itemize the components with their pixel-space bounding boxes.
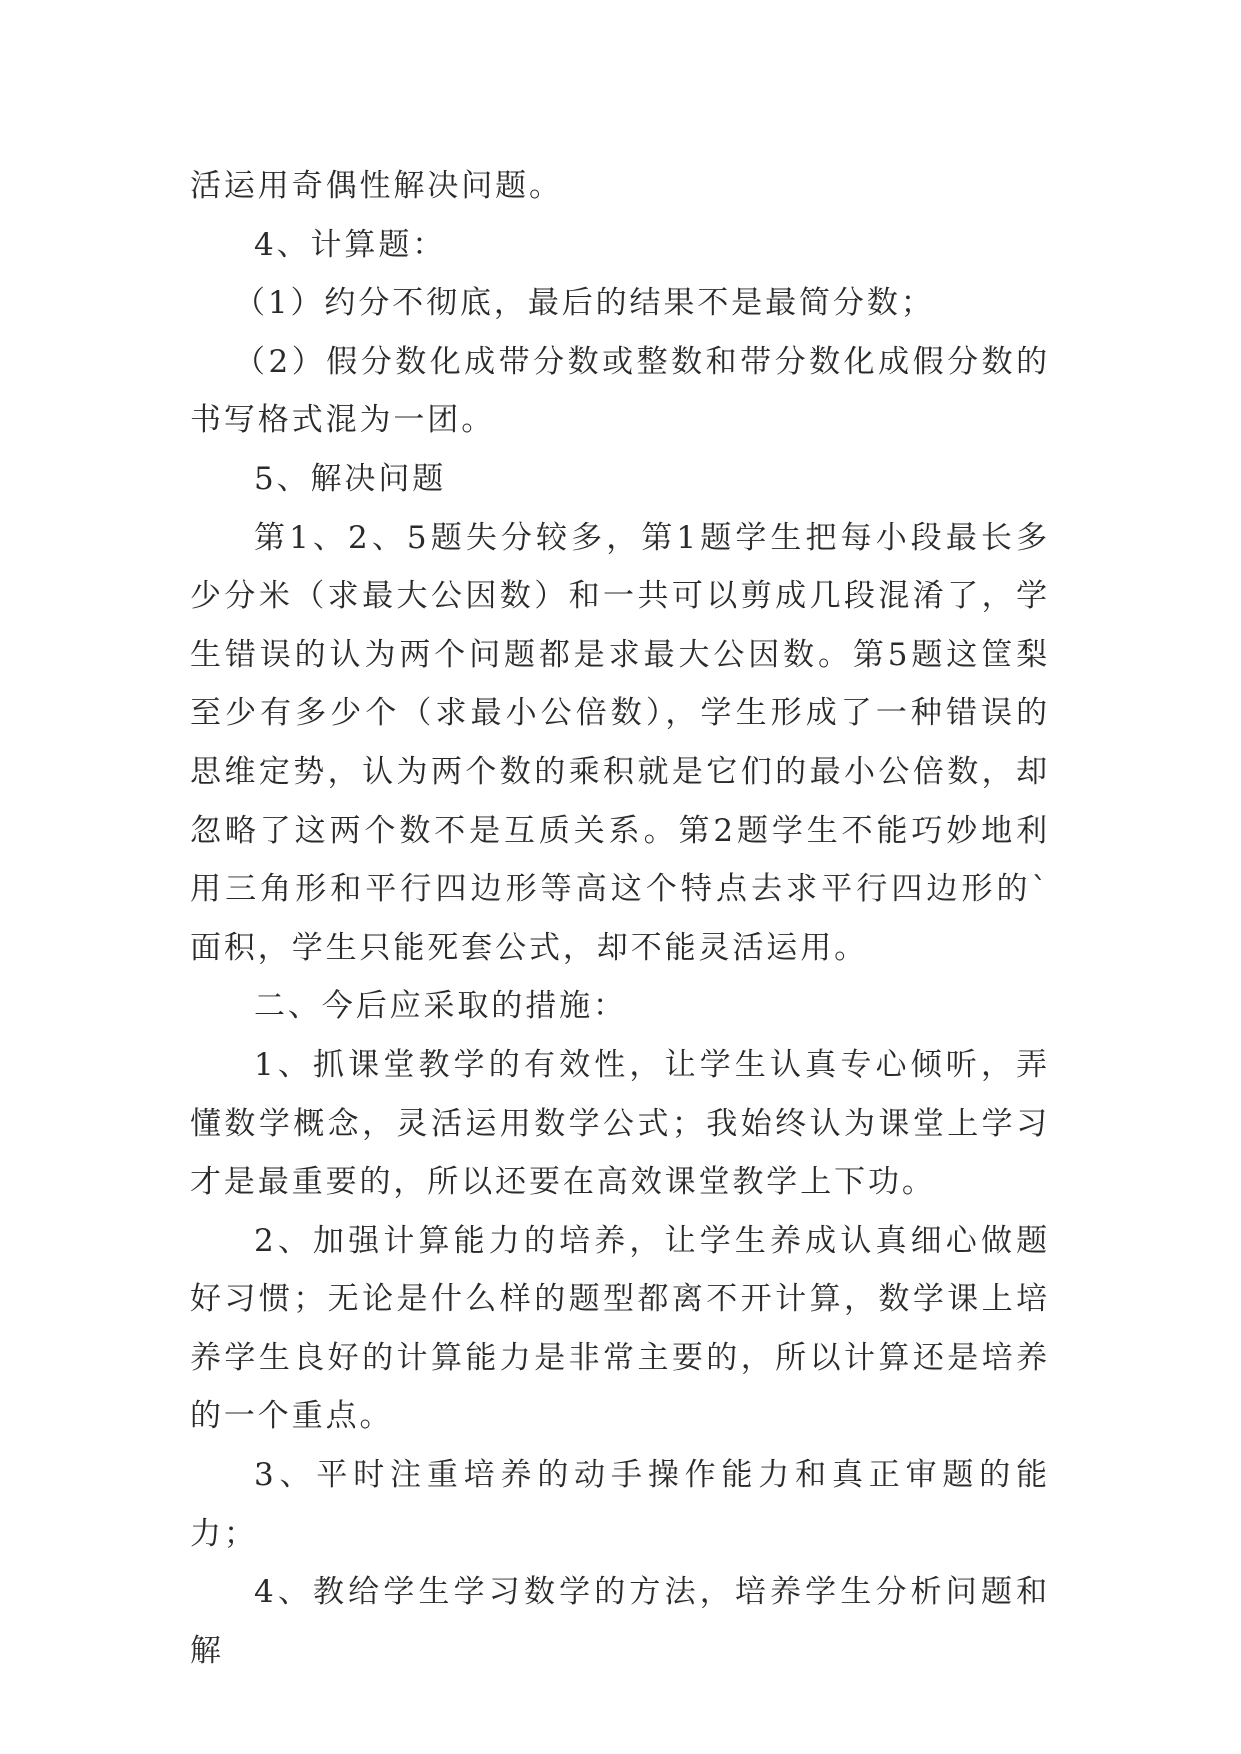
heading-measures: 二、今后应采取的措施：: [254, 988, 627, 1025]
document-body: [190, 157, 1050, 1680]
list-item-calc-1: （1）约分不彻底，最后的结果不是最简分数；: [234, 285, 935, 322]
paragraph-continuation: 活运用奇偶性解决问题。: [190, 168, 563, 204]
paragraph-problem-analysis: 第1、2、5题失分较多，第1题学生把每小段最长多少分米（求最大公因数）和一共可以剪成几段混淆了，学生错误的认为两个问题都是求最大公因数。第5题这筐梨至少有多少个（求最小公倍数），学生形成了一种错误的思维定势，认为两个数的乘积就是它们的最小公倍数，却忽略了这两个数不是互质关系。第2题学生不能巧妙地利用三角形和平行四边形等高这个特点去求平行四边形的`面积，学生只能死套公式，却不能灵活运用。: [190, 519, 1050, 966]
list-item-measure-2: 2、加强计算能力的培养，让学生养成认真细心做题好习惯；无论是什么样的题型都离不开计算，数学课上培养学生良好的计算能力是非常主要的，所以计算还是培养的一个重点。: [190, 1222, 1050, 1435]
list-item-measure-4: 4、教给学生学习数学的方法，培养学生分析问题和解: [190, 1574, 1050, 1669]
list-item-measure-1: 1、抓课堂教学的有效性，让学生认真专心倾听，弄懂数学概念，灵活运用数学公式；我始终认为课堂上学习才是最重要的，所以还要在高效课堂教学上下功。: [190, 1046, 1050, 1201]
list-item-calc-2: （2）假分数化成带分数或整数和带分数化成假分数的书写格式混为一团。: [190, 343, 1050, 439]
list-item-measure-3: 3、平时注重培养的动手操作能力和真正审题的能力；: [190, 1457, 1050, 1552]
heading-problem-solving: 5、解决问题: [254, 460, 447, 497]
heading-calculation: 4、计算题：: [254, 226, 447, 263]
